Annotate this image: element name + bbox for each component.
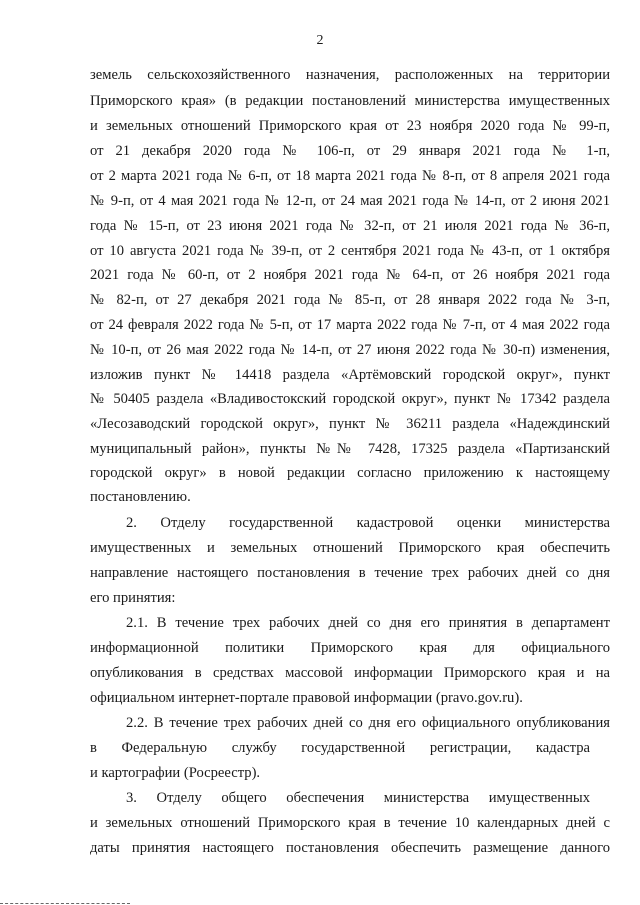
text-line: года № 15-п, от 23 июня 2021 года № 32-п, от 21 июля 2021 года № 36-п, [90,218,610,234]
text-line: и земельных отношений Приморского края в течение 10 календарных дней с [90,815,610,831]
footer-rule [0,903,130,904]
text-line: 2.1. В течение трех рабочих дней со дня его принятия в департамент [126,615,610,631]
text-line: изложив пункт № 14418 раздела «Артёмовский городской округ», пункт [90,367,610,383]
text-line: от 21 декабря 2020 года № 106-п, от 29 января 2021 года № 1-п, [90,143,610,159]
page-number: 2 [316,33,324,48]
text-line: 2. Отделу государственной кадастровой оценки министерства [126,515,610,531]
text-line: Приморского края» (в редакции постановлений министерства имущественных [90,93,610,109]
text-line: информационной политики Приморского края для официального [90,640,610,656]
text-line: официальном интернет-портале правовой информации (pravo.gov.ru). [90,690,523,706]
text-line: в Федеральную службу государственной регистрации, кадастра [90,740,590,756]
text-line: от 24 февраля 2022 года № 5-п, от 17 марта 2022 года № 7-п, от 4 мая 2022 года [90,317,610,333]
text-line: земель сельскохозяйственного назначения, расположенных на территории [90,67,610,83]
text-line: муниципальный район», пункты №№ 7428, 17325 раздела «Партизанский [90,441,610,457]
text-line: от 10 августа 2021 года № 39-п, от 2 сентября 2021 года № 43-п, от 1 октября [90,243,610,259]
text-line: даты принятия настоящего постановления обеспечить размещение данного [90,840,610,856]
text-line: № 9-п, от 4 мая 2021 года № 12-п, от 24 мая 2021 года № 14-п, от 2 июня 2021 [90,193,610,209]
text-line: его принятия: [90,590,176,606]
text-line: № 82-п, от 27 декабря 2021 года № 85-п, от 28 января 2022 года № 3-п, [90,292,610,308]
text-line: постановлению. [90,489,191,505]
text-line: 2021 года № 60-п, от 2 ноября 2021 года № 64-п, от 26 ноября 2021 года [90,267,610,283]
text-line: от 2 марта 2021 года № 6-п, от 18 марта 2021 года № 8-п, от 8 апреля 2021 года [90,168,610,184]
text-line: № 50405 раздела «Владивостокский городской округ», пункт № 17342 раздела [90,391,610,407]
text-line: имущественных и земельных отношений Приморского края обеспечить [90,540,610,556]
text-line: опубликования в средствах массовой информации Приморского края и на [90,665,610,681]
text-line: «Лесозаводский городской округ», пункт № 36211 раздела «Надеждинский [90,416,610,432]
text-line: и земельных отношений Приморского края от 23 ноября 2020 года № 99-п, [90,118,610,134]
text-line: № 10-п, от 26 мая 2022 года № 14-п, от 27 июня 2022 года № 30-п) изменения, [90,342,610,358]
text-line: 2.2. В течение трех рабочих дней со дня его официального опубликования [126,715,610,731]
text-line: городской округ» в новой редакции согласно приложению к настоящему [90,465,610,481]
text-line: и картографии (Росреестр). [90,765,261,781]
text-line: 3. Отделу общего обеспечения министерства имущественных [126,790,590,806]
text-line: направление настоящего постановления в течение трех рабочих дней со дня [90,565,610,581]
